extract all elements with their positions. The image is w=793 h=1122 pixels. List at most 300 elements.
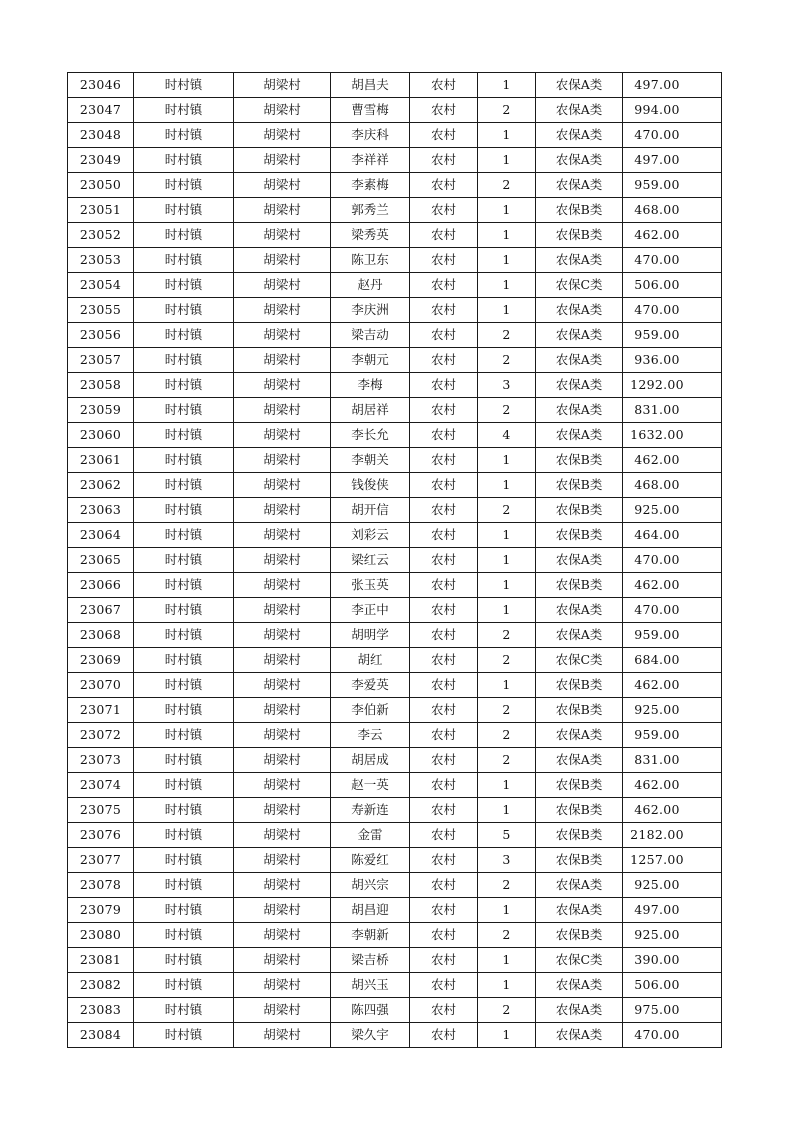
- table-row: [68, 598, 722, 623]
- member-count-cell: 1: [478, 898, 536, 923]
- name-cell: 赵一英: [331, 773, 410, 798]
- table-row: [68, 323, 722, 348]
- member-count-cell: 1: [478, 273, 536, 298]
- amount-cell: 925.00: [623, 873, 722, 898]
- town-cell: 时村镇: [134, 848, 234, 873]
- amount-cell: 462.00: [623, 773, 722, 798]
- name-cell: 胡红: [331, 648, 410, 673]
- amount-cell: 462.00: [623, 448, 722, 473]
- town-cell: 时村镇: [134, 373, 234, 398]
- name-cell: 郭秀兰: [331, 198, 410, 223]
- record-number-cell: 23053: [68, 248, 134, 273]
- town-cell: 时村镇: [134, 148, 234, 173]
- insurance-category-cell: 农保A类: [536, 873, 623, 898]
- member-count-cell: 1: [478, 598, 536, 623]
- amount-cell: 462.00: [623, 673, 722, 698]
- name-cell: 寿新连: [331, 798, 410, 823]
- insurance-category-cell: 农保A类: [536, 373, 623, 398]
- record-number-cell: 23075: [68, 798, 134, 823]
- insurance-category-cell: 农保A类: [536, 973, 623, 998]
- village-cell: 胡梁村: [234, 548, 331, 573]
- town-cell: 时村镇: [134, 798, 234, 823]
- table-row: [68, 523, 722, 548]
- insurance-category-cell: 农保B类: [536, 923, 623, 948]
- insurance-category-cell: 农保B类: [536, 498, 623, 523]
- town-cell: 时村镇: [134, 1023, 234, 1048]
- amount-cell: 1632.00: [623, 423, 722, 448]
- town-cell: 时村镇: [134, 573, 234, 598]
- amount-cell: 462.00: [623, 573, 722, 598]
- member-count-cell: 1: [478, 248, 536, 273]
- record-number-cell: 23055: [68, 298, 134, 323]
- village-cell: 胡梁村: [234, 73, 331, 98]
- table-row: [68, 448, 722, 473]
- household-type-cell: 农村: [410, 648, 478, 673]
- record-number-cell: 23069: [68, 648, 134, 673]
- town-cell: 时村镇: [134, 748, 234, 773]
- record-number-cell: 23048: [68, 123, 134, 148]
- town-cell: 时村镇: [134, 873, 234, 898]
- town-cell: 时村镇: [134, 698, 234, 723]
- village-cell: 胡梁村: [234, 348, 331, 373]
- insurance-category-cell: 农保B类: [536, 473, 623, 498]
- table-row: [68, 198, 722, 223]
- table-row: [68, 398, 722, 423]
- village-cell: 胡梁村: [234, 873, 331, 898]
- record-number-cell: 23080: [68, 923, 134, 948]
- insurance-category-cell: 农保C类: [536, 273, 623, 298]
- household-type-cell: 农村: [410, 923, 478, 948]
- household-type-cell: 农村: [410, 248, 478, 273]
- village-cell: 胡梁村: [234, 698, 331, 723]
- insurance-category-cell: 农保C类: [536, 948, 623, 973]
- household-type-cell: 农村: [410, 898, 478, 923]
- household-type-cell: 农村: [410, 148, 478, 173]
- amount-cell: 994.00: [623, 98, 722, 123]
- name-cell: 刘彩云: [331, 523, 410, 548]
- name-cell: 陈四强: [331, 998, 410, 1023]
- town-cell: 时村镇: [134, 773, 234, 798]
- insurance-category-cell: 农保B类: [536, 673, 623, 698]
- insurance-category-cell: 农保B类: [536, 223, 623, 248]
- household-type-cell: 农村: [410, 798, 478, 823]
- village-cell: 胡梁村: [234, 398, 331, 423]
- name-cell: 胡明学: [331, 623, 410, 648]
- household-type-cell: 农村: [410, 848, 478, 873]
- table-row: [68, 373, 722, 398]
- household-type-cell: 农村: [410, 873, 478, 898]
- amount-cell: 470.00: [623, 1023, 722, 1048]
- table-row: [68, 423, 722, 448]
- record-number-cell: 23064: [68, 523, 134, 548]
- table-row: [68, 298, 722, 323]
- village-cell: 胡梁村: [234, 298, 331, 323]
- record-number-cell: 23065: [68, 548, 134, 573]
- household-type-cell: 农村: [410, 998, 478, 1023]
- record-number-cell: 23083: [68, 998, 134, 1023]
- village-cell: 胡梁村: [234, 998, 331, 1023]
- member-count-cell: 1: [478, 223, 536, 248]
- insurance-category-cell: 农保A类: [536, 898, 623, 923]
- insurance-category-cell: 农保A类: [536, 398, 623, 423]
- household-type-cell: 农村: [410, 723, 478, 748]
- town-cell: 时村镇: [134, 548, 234, 573]
- amount-cell: 959.00: [623, 323, 722, 348]
- record-number-cell: 23051: [68, 198, 134, 223]
- amount-cell: 959.00: [623, 173, 722, 198]
- record-number-cell: 23057: [68, 348, 134, 373]
- village-cell: 胡梁村: [234, 848, 331, 873]
- table-row: [68, 698, 722, 723]
- table-row: [68, 498, 722, 523]
- household-type-cell: 农村: [410, 448, 478, 473]
- village-cell: 胡梁村: [234, 598, 331, 623]
- table-row: [68, 98, 722, 123]
- village-cell: 胡梁村: [234, 148, 331, 173]
- member-count-cell: 1: [478, 548, 536, 573]
- name-cell: 梁红云: [331, 548, 410, 573]
- insurance-category-cell: 农保C类: [536, 648, 623, 673]
- village-cell: 胡梁村: [234, 198, 331, 223]
- record-number-cell: 23070: [68, 673, 134, 698]
- household-type-cell: 农村: [410, 823, 478, 848]
- member-count-cell: 1: [478, 73, 536, 98]
- member-count-cell: 2: [478, 873, 536, 898]
- member-count-cell: 1: [478, 773, 536, 798]
- amount-cell: 936.00: [623, 348, 722, 373]
- village-cell: 胡梁村: [234, 798, 331, 823]
- amount-cell: 925.00: [623, 498, 722, 523]
- amount-cell: 468.00: [623, 473, 722, 498]
- town-cell: 时村镇: [134, 98, 234, 123]
- table-row: [68, 773, 722, 798]
- household-type-cell: 农村: [410, 348, 478, 373]
- table-row: [68, 798, 722, 823]
- insurance-category-cell: 农保B类: [536, 573, 623, 598]
- amount-cell: 831.00: [623, 398, 722, 423]
- town-cell: 时村镇: [134, 973, 234, 998]
- household-type-cell: 农村: [410, 973, 478, 998]
- amount-cell: 470.00: [623, 123, 722, 148]
- name-cell: 李朝元: [331, 348, 410, 373]
- village-cell: 胡梁村: [234, 373, 331, 398]
- name-cell: 胡昌夫: [331, 73, 410, 98]
- household-type-cell: 农村: [410, 123, 478, 148]
- amount-cell: 390.00: [623, 948, 722, 973]
- record-number-cell: 23056: [68, 323, 134, 348]
- town-cell: 时村镇: [134, 898, 234, 923]
- table-row: [68, 623, 722, 648]
- town-cell: 时村镇: [134, 73, 234, 98]
- insurance-category-cell: 农保B类: [536, 823, 623, 848]
- household-type-cell: 农村: [410, 523, 478, 548]
- member-count-cell: 2: [478, 173, 536, 198]
- member-count-cell: 2: [478, 648, 536, 673]
- amount-cell: 1292.00: [623, 373, 722, 398]
- household-type-cell: 农村: [410, 473, 478, 498]
- amount-cell: 470.00: [623, 298, 722, 323]
- record-number-cell: 23078: [68, 873, 134, 898]
- insurance-category-cell: 农保A类: [536, 173, 623, 198]
- record-number-cell: 23082: [68, 973, 134, 998]
- name-cell: 赵丹: [331, 273, 410, 298]
- insurance-category-cell: 农保B类: [536, 798, 623, 823]
- village-cell: 胡梁村: [234, 248, 331, 273]
- insurance-category-cell: 农保A类: [536, 348, 623, 373]
- member-count-cell: 4: [478, 423, 536, 448]
- name-cell: 梁秀英: [331, 223, 410, 248]
- household-type-cell: 农村: [410, 573, 478, 598]
- town-cell: 时村镇: [134, 398, 234, 423]
- village-cell: 胡梁村: [234, 123, 331, 148]
- insurance-category-cell: 农保A类: [536, 248, 623, 273]
- table-row: [68, 473, 722, 498]
- household-type-cell: 农村: [410, 323, 478, 348]
- member-count-cell: 2: [478, 323, 536, 348]
- table-row: [68, 348, 722, 373]
- household-type-cell: 农村: [410, 773, 478, 798]
- member-count-cell: 3: [478, 373, 536, 398]
- town-cell: 时村镇: [134, 723, 234, 748]
- name-cell: 李素梅: [331, 173, 410, 198]
- town-cell: 时村镇: [134, 298, 234, 323]
- insurance-category-cell: 农保B类: [536, 198, 623, 223]
- town-cell: 时村镇: [134, 998, 234, 1023]
- insurance-category-cell: 农保A类: [536, 1023, 623, 1048]
- town-cell: 时村镇: [134, 473, 234, 498]
- insurance-category-cell: 农保A类: [536, 423, 623, 448]
- town-cell: 时村镇: [134, 423, 234, 448]
- insurance-category-cell: 农保A类: [536, 323, 623, 348]
- amount-cell: 462.00: [623, 223, 722, 248]
- table-row: [68, 948, 722, 973]
- member-count-cell: 2: [478, 498, 536, 523]
- town-cell: 时村镇: [134, 648, 234, 673]
- data-table: [67, 72, 722, 1048]
- member-count-cell: 1: [478, 673, 536, 698]
- table-row: [68, 123, 722, 148]
- insurance-category-cell: 农保A类: [536, 598, 623, 623]
- town-cell: 时村镇: [134, 948, 234, 973]
- household-type-cell: 农村: [410, 398, 478, 423]
- town-cell: 时村镇: [134, 248, 234, 273]
- village-cell: 胡梁村: [234, 223, 331, 248]
- amount-cell: 959.00: [623, 623, 722, 648]
- member-count-cell: 2: [478, 998, 536, 1023]
- village-cell: 胡梁村: [234, 523, 331, 548]
- amount-cell: 468.00: [623, 198, 722, 223]
- name-cell: 李长允: [331, 423, 410, 448]
- insurance-category-cell: 农保B类: [536, 698, 623, 723]
- household-type-cell: 农村: [410, 948, 478, 973]
- name-cell: 胡昌迎: [331, 898, 410, 923]
- name-cell: 李伯新: [331, 698, 410, 723]
- name-cell: 陈卫东: [331, 248, 410, 273]
- town-cell: 时村镇: [134, 923, 234, 948]
- member-count-cell: 1: [478, 973, 536, 998]
- table-row: [68, 823, 722, 848]
- record-number-cell: 23084: [68, 1023, 134, 1048]
- record-number-cell: 23074: [68, 773, 134, 798]
- record-number-cell: 23081: [68, 948, 134, 973]
- member-count-cell: 1: [478, 573, 536, 598]
- insurance-category-cell: 农保B类: [536, 848, 623, 873]
- household-type-cell: 农村: [410, 1023, 478, 1048]
- member-count-cell: 1: [478, 798, 536, 823]
- member-count-cell: 1: [478, 1023, 536, 1048]
- record-number-cell: 23067: [68, 598, 134, 623]
- insurance-category-cell: 农保B类: [536, 523, 623, 548]
- insurance-category-cell: 农保B类: [536, 773, 623, 798]
- name-cell: 胡居祥: [331, 398, 410, 423]
- table-row: [68, 748, 722, 773]
- record-number-cell: 23047: [68, 98, 134, 123]
- name-cell: 胡开信: [331, 498, 410, 523]
- member-count-cell: 1: [478, 473, 536, 498]
- village-cell: 胡梁村: [234, 1023, 331, 1048]
- record-number-cell: 23079: [68, 898, 134, 923]
- table-row: [68, 873, 722, 898]
- amount-cell: 470.00: [623, 548, 722, 573]
- town-cell: 时村镇: [134, 673, 234, 698]
- record-number-cell: 23058: [68, 373, 134, 398]
- town-cell: 时村镇: [134, 323, 234, 348]
- town-cell: 时村镇: [134, 523, 234, 548]
- name-cell: 李朝新: [331, 923, 410, 948]
- table-row: [68, 648, 722, 673]
- table-row: [68, 548, 722, 573]
- amount-cell: 2182.00: [623, 823, 722, 848]
- household-type-cell: 农村: [410, 423, 478, 448]
- insurance-category-cell: 农保A类: [536, 73, 623, 98]
- record-number-cell: 23063: [68, 498, 134, 523]
- record-number-cell: 23072: [68, 723, 134, 748]
- village-cell: 胡梁村: [234, 573, 331, 598]
- name-cell: 梁久宇: [331, 1023, 410, 1048]
- record-number-cell: 23077: [68, 848, 134, 873]
- name-cell: 李爱英: [331, 673, 410, 698]
- member-count-cell: 2: [478, 698, 536, 723]
- village-cell: 胡梁村: [234, 723, 331, 748]
- name-cell: 李正中: [331, 598, 410, 623]
- record-number-cell: 23060: [68, 423, 134, 448]
- village-cell: 胡梁村: [234, 673, 331, 698]
- insurance-category-cell: 农保A类: [536, 298, 623, 323]
- member-count-cell: 2: [478, 398, 536, 423]
- village-cell: 胡梁村: [234, 773, 331, 798]
- insurance-category-cell: 农保A类: [536, 723, 623, 748]
- member-count-cell: 2: [478, 98, 536, 123]
- amount-cell: 975.00: [623, 998, 722, 1023]
- household-type-cell: 农村: [410, 73, 478, 98]
- name-cell: 胡兴宗: [331, 873, 410, 898]
- record-number-cell: 23052: [68, 223, 134, 248]
- record-number-cell: 23046: [68, 73, 134, 98]
- insurance-category-cell: 农保A类: [536, 148, 623, 173]
- table-row: [68, 173, 722, 198]
- name-cell: 李梅: [331, 373, 410, 398]
- village-cell: 胡梁村: [234, 448, 331, 473]
- table-row: [68, 73, 722, 98]
- member-count-cell: 1: [478, 298, 536, 323]
- name-cell: 陈爱红: [331, 848, 410, 873]
- record-number-cell: 23050: [68, 173, 134, 198]
- amount-cell: 497.00: [623, 73, 722, 98]
- table-row: [68, 248, 722, 273]
- member-count-cell: 2: [478, 348, 536, 373]
- member-count-cell: 1: [478, 448, 536, 473]
- amount-cell: 925.00: [623, 698, 722, 723]
- name-cell: 李庆洲: [331, 298, 410, 323]
- table-row: [68, 573, 722, 598]
- record-number-cell: 23062: [68, 473, 134, 498]
- table-body: [68, 73, 722, 1048]
- village-cell: 胡梁村: [234, 98, 331, 123]
- name-cell: 钱俊侠: [331, 473, 410, 498]
- town-cell: 时村镇: [134, 223, 234, 248]
- amount-cell: 684.00: [623, 648, 722, 673]
- household-type-cell: 农村: [410, 98, 478, 123]
- town-cell: 时村镇: [134, 823, 234, 848]
- town-cell: 时村镇: [134, 123, 234, 148]
- record-number-cell: 23071: [68, 698, 134, 723]
- amount-cell: 462.00: [623, 798, 722, 823]
- name-cell: 胡居成: [331, 748, 410, 773]
- record-number-cell: 23061: [68, 448, 134, 473]
- amount-cell: 506.00: [623, 273, 722, 298]
- member-count-cell: 3: [478, 848, 536, 873]
- member-count-cell: 2: [478, 748, 536, 773]
- town-cell: 时村镇: [134, 498, 234, 523]
- amount-cell: 470.00: [623, 598, 722, 623]
- member-count-cell: 2: [478, 923, 536, 948]
- record-number-cell: 23066: [68, 573, 134, 598]
- amount-cell: 506.00: [623, 973, 722, 998]
- insurance-category-cell: 农保A类: [536, 123, 623, 148]
- insurance-category-cell: 农保A类: [536, 98, 623, 123]
- town-cell: 时村镇: [134, 198, 234, 223]
- town-cell: 时村镇: [134, 598, 234, 623]
- table-row: [68, 898, 722, 923]
- village-cell: 胡梁村: [234, 648, 331, 673]
- table-row: [68, 848, 722, 873]
- household-type-cell: 农村: [410, 173, 478, 198]
- amount-cell: 925.00: [623, 923, 722, 948]
- village-cell: 胡梁村: [234, 473, 331, 498]
- table-row: [68, 973, 722, 998]
- member-count-cell: 1: [478, 523, 536, 548]
- name-cell: 梁吉动: [331, 323, 410, 348]
- household-type-cell: 农村: [410, 698, 478, 723]
- name-cell: 张玉英: [331, 573, 410, 598]
- table-row: [68, 1023, 722, 1048]
- name-cell: 李祥祥: [331, 148, 410, 173]
- record-number-cell: 23068: [68, 623, 134, 648]
- record-number-cell: 23054: [68, 273, 134, 298]
- village-cell: 胡梁村: [234, 498, 331, 523]
- amount-cell: 497.00: [623, 898, 722, 923]
- household-type-cell: 农村: [410, 748, 478, 773]
- name-cell: 曹雪梅: [331, 98, 410, 123]
- insurance-category-cell: 农保A类: [536, 998, 623, 1023]
- amount-cell: 497.00: [623, 148, 722, 173]
- member-count-cell: 1: [478, 948, 536, 973]
- insurance-category-cell: 农保A类: [536, 748, 623, 773]
- table-row: [68, 723, 722, 748]
- member-count-cell: 2: [478, 623, 536, 648]
- table-row: [68, 273, 722, 298]
- household-type-cell: 农村: [410, 673, 478, 698]
